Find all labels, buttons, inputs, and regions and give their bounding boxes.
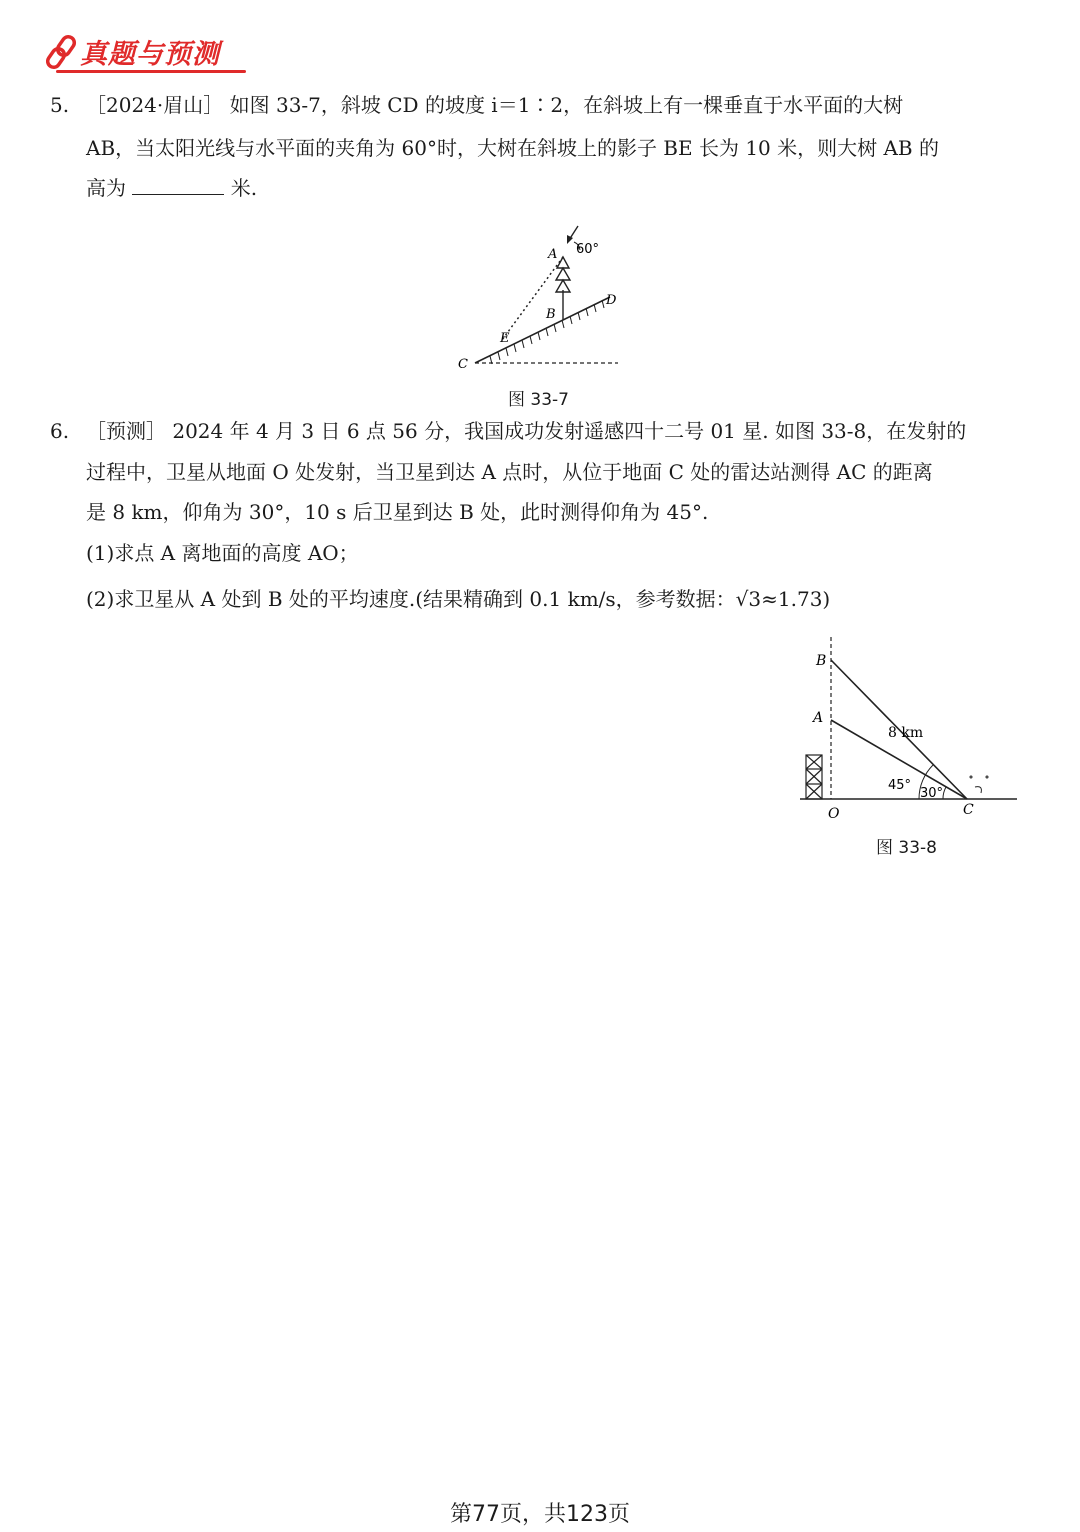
angle-45-label: 45° <box>888 778 912 793</box>
section-title: 真题与预测 <box>80 39 220 70</box>
slope-cd <box>475 297 610 363</box>
figure-33-7 <box>450 220 640 380</box>
question-6-line-2: 过程中，卫星从地面 O 处发射，当卫星到达 A 点时，从位于地面 C 处的雷达站测得 AC 的距离 <box>86 460 933 484</box>
section-header <box>46 30 246 78</box>
label-e: E <box>500 331 510 346</box>
label-o: O <box>828 806 840 822</box>
link-icon <box>46 34 78 70</box>
label-c: C <box>963 802 974 818</box>
question-5-line-3-post: 米. <box>230 176 258 200</box>
question-5-number: 5. <box>50 93 70 117</box>
angle-30-arc <box>943 787 946 799</box>
question-5-line-3-pre: 高为 <box>86 176 126 200</box>
question-6-number: 6. <box>50 419 70 443</box>
tree-icon <box>556 257 570 292</box>
launch-tower-icon <box>806 755 822 799</box>
question-5-line-3 <box>86 173 257 203</box>
question-6-line-1: ［预测］ 2024 年 4 月 3 日 6 点 56 分，我国成功发射遥感四十二号 01 星. 如图 33-8，在发射的 <box>86 419 967 443</box>
radar-icon <box>970 776 988 793</box>
angle-30-label: 30° <box>920 786 944 801</box>
question-6-part-2: (2)求卫星从 A 处到 B 处的平均速度.(结果精确到 0.1 km/s，参考数据：√3≈1.73) <box>86 587 831 611</box>
figure-33-8 <box>795 635 1025 825</box>
distance-label: 8 km <box>888 725 924 741</box>
label-b: B <box>816 653 827 669</box>
question-5-line-1: ［2024·眉山］ 如图 33-7，斜坡 CD 的坡度 i＝1∶2，在斜坡上有一棵垂直于水平面的大树 <box>86 93 904 117</box>
label-a: A <box>548 247 558 262</box>
page-number: 第77页，共123页 <box>450 1502 630 1527</box>
angle-60-label: 60° <box>576 242 600 257</box>
label-c: C <box>458 357 468 372</box>
figure-33-8-caption: 图 33-8 <box>876 838 937 858</box>
sun-ray <box>502 257 563 340</box>
label-b: B <box>546 307 556 322</box>
figure-33-7-caption: 图 33-7 <box>508 390 569 410</box>
question-5-line-2: AB，当太阳光线与水平面的夹角为 60°时，大树在斜坡上的影子 BE 长为 10 米，则大树 AB 的 <box>86 136 939 160</box>
question-6-line-3: 是 8 km，仰角为 30°，10 s 后卫星到达 B 处，此时测得仰角为 45°. <box>86 500 709 524</box>
question-6-part-1: (1)求点 A 离地面的高度 AO； <box>86 541 359 565</box>
label-a: A <box>813 710 824 726</box>
label-d: D <box>606 293 617 308</box>
header-underline <box>56 70 246 73</box>
answer-blank <box>132 174 224 195</box>
